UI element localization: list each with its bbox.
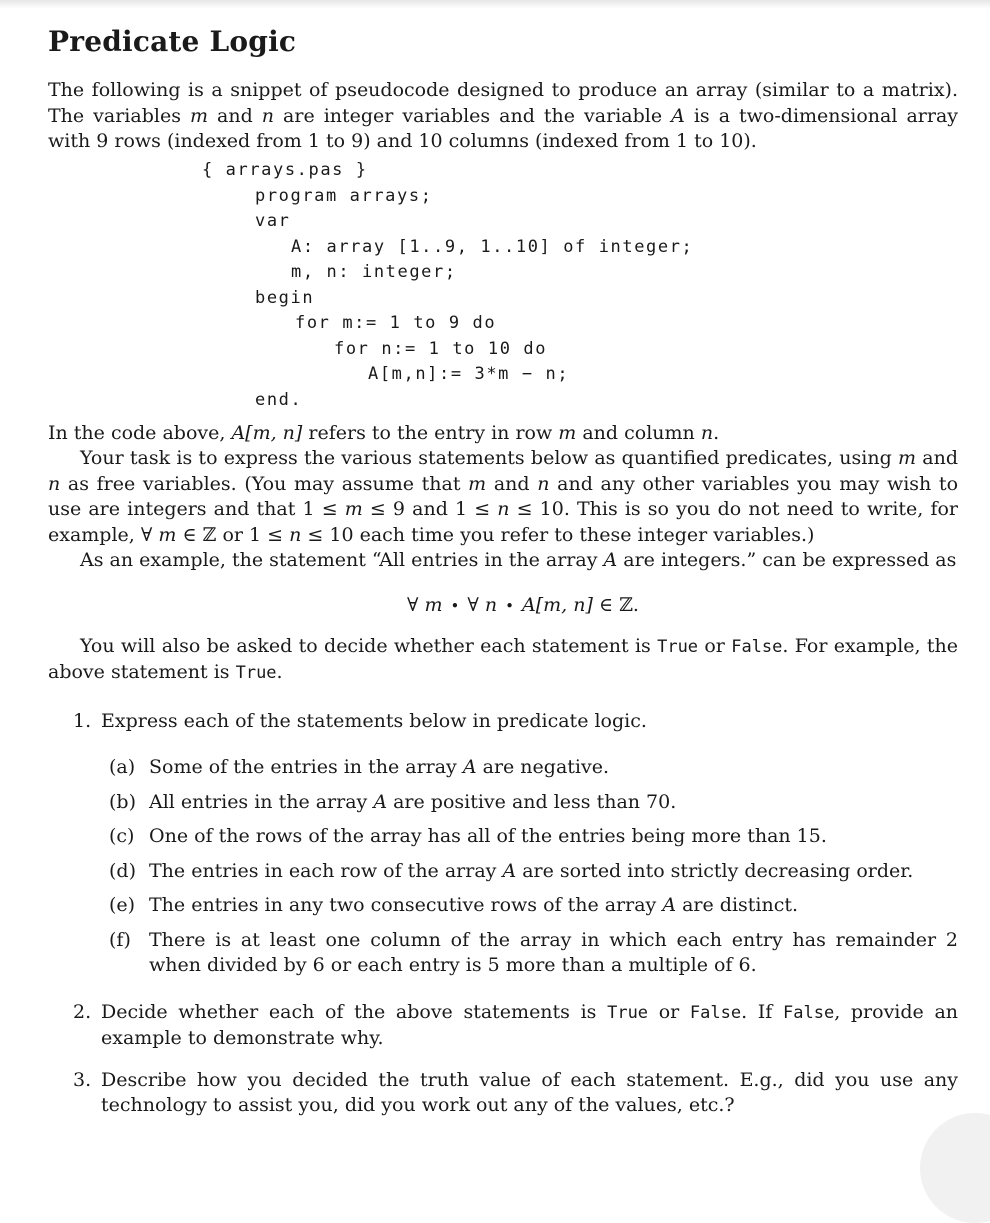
code-line: m, n: integer; bbox=[291, 261, 457, 282]
code-line: for m:= 1 to 9 do bbox=[295, 312, 497, 333]
sub-question-list bbox=[48, 755, 958, 979]
question-1: 1. Express each of the statements below in predicate logic. bbox=[73, 709, 647, 732]
question-3: 3. Describe how you decided the truth value of each statement. E.g., did you use any technology to assist you, did you work out any of the values, etc.? bbox=[73, 1068, 958, 1116]
code-line: begin bbox=[255, 287, 315, 308]
page-title: Predicate Logic bbox=[48, 25, 297, 58]
code-line: var bbox=[255, 210, 291, 231]
sub-question-c: (c) One of the rows of the array has all of the entries being more than 15. bbox=[109, 825, 827, 847]
sub-question-d: (d) The entries in each row of the array A are sorted into strictly decreasing order. bbox=[109, 859, 914, 882]
sub-question-e: (e) The entries in any two consecutive rows of the array A are distinct. bbox=[109, 894, 799, 916]
sub-question-a: (a) Some of the entries in the array A are negative. bbox=[109, 756, 610, 778]
corner-scroll-shadow bbox=[920, 1113, 990, 1223]
true-false-paragraph: You will also be asked to decide whether each statement is True or False. For example, the above statement is True. bbox=[48, 634, 958, 683]
intro-paragraph: The following is a snippet of pseudocode designed to produce an array (similar to a matrix). The variables m and n are integer variables and the variable A is a two-dimensional array with 9 rows (indexed from 1 to 9) and 10 columns (indexed from 1 to 10). bbox=[48, 79, 959, 152]
pseudocode-block bbox=[48, 159, 958, 421]
code-line: A[m,n]:= 3*m − n; bbox=[368, 363, 570, 384]
example-paragraph: As an example, the statement “All entries in the array A are integers.” can be expressed as bbox=[80, 549, 957, 571]
code-line: program arrays; bbox=[255, 185, 433, 206]
code-line: for n:= 1 to 10 do bbox=[334, 338, 548, 359]
code-explanation: In the code above, A[m, n] refers to the entry in row m and column n. bbox=[48, 421, 720, 444]
example-formula: ∀ m • ∀ n • A[m, n] ∈ ℤ. bbox=[407, 593, 639, 616]
code-line: { arrays.pas } bbox=[202, 159, 368, 180]
document-page bbox=[48, 22, 958, 1119]
top-shadow-bar bbox=[0, 0, 990, 9]
question-list bbox=[48, 709, 958, 1119]
sub-question-b: (b) All entries in the array A are positive and less than 70. bbox=[109, 790, 677, 813]
code-line: end. bbox=[255, 389, 303, 410]
task-paragraph: Your task is to express the various statements below as quantified predicates, using m and n as free variables. (You may assume that m and n and any other variables you may wish to use are integers and that 1 ≤ m ≤ 9 and 1 ≤ n ≤ 10. This is so you do not need to write, for example, ∀ m ∈ ℤ or 1 ≤ n ≤ 10 each time you refer to these integer variables.) bbox=[48, 447, 959, 546]
sub-question-f: (f) There is at least one column of the array in which each entry has remainder 2 when divided by 6 or each entry is 5 more than a multiple of 6. bbox=[109, 928, 958, 976]
code-line: A: array [1..9, 1..10] of integer; bbox=[291, 236, 694, 257]
question-2: 2. Decide whether each of the above statements is True or False. If False, provide an example to demonstrate why. bbox=[73, 1000, 959, 1049]
